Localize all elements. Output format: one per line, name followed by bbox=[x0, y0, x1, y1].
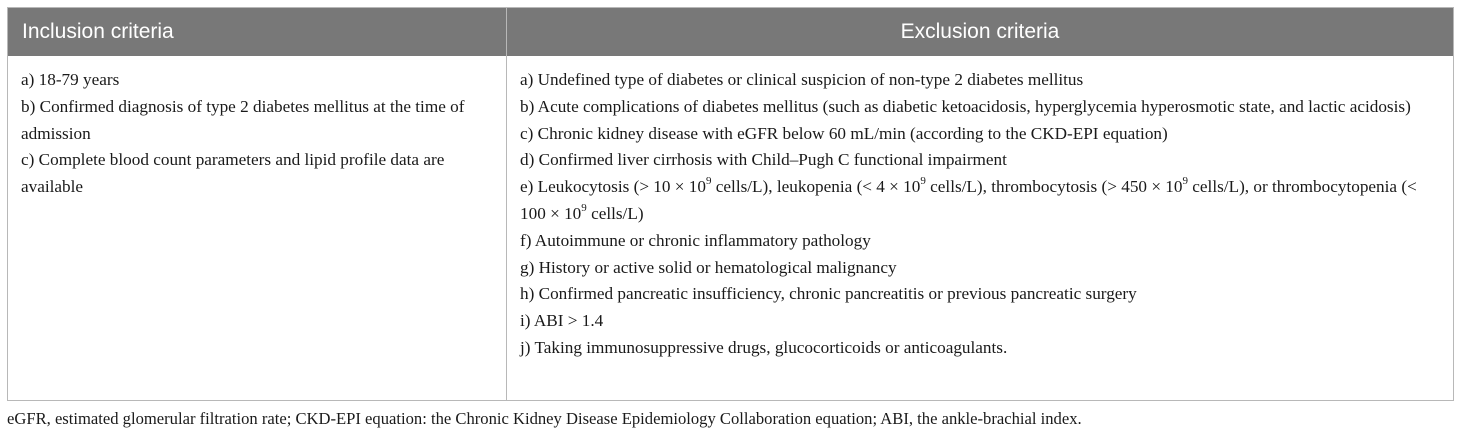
exclusion-e-exponent-2: 9 bbox=[920, 175, 926, 188]
inclusion-header: Inclusion criteria bbox=[8, 8, 507, 57]
exclusion-item-i: i) ABI > 1.4 bbox=[520, 311, 604, 331]
exclusion-e-exponent-4: 9 bbox=[581, 202, 587, 215]
inclusion-item-a: a) 18-79 years bbox=[21, 70, 120, 89]
exclusion-e-text-4: cells/L), or thrombocytopenia (< 100 × 10 bbox=[520, 177, 1417, 223]
exclusion-e-text-5: cells/L) bbox=[586, 203, 644, 223]
exclusion-item-e bbox=[520, 174, 1439, 228]
criteria-row bbox=[8, 56, 1454, 401]
inclusion-item-b: b) Confirmed diagnosis of type 2 diabetes mellitus at the time of admission bbox=[21, 96, 465, 143]
exclusion-e-exponent-3: 9 bbox=[1182, 175, 1188, 188]
exclusion-item-j: j) Taking immunosuppressive drugs, glucocorticoids or anticoagulants. bbox=[520, 337, 1008, 357]
exclusion-cell bbox=[507, 56, 1454, 401]
exclusion-item-d: d) Confirmed liver cirrhosis with Child–Pugh C functional impairment bbox=[520, 150, 1007, 170]
exclusion-item-f: f) Autoimmune or chronic inflammatory pathology bbox=[520, 230, 871, 250]
table-footnote: eGFR, estimated glomerular filtration rate; CKD-EPI equation: the Chronic Kidney Disease Epidemiology Collaboration equation; ABI, the ankle-brachial index. bbox=[7, 409, 1082, 428]
exclusion-item-c: c) Chronic kidney disease with eGFR below 60 mL/min (according to the CKD-EPI equation) bbox=[520, 123, 1168, 143]
exclusion-e-text-1: e) Leukocytosis (> 10 × 10 bbox=[520, 177, 706, 197]
inclusion-item-c: c) Complete blood count parameters and lipid profile data are available bbox=[21, 150, 445, 197]
exclusion-item-a: a) Undefined type of diabetes or clinical suspicion of non-type 2 diabetes mellitus bbox=[520, 70, 1084, 89]
exclusion-item-g: g) History or active solid or hematological malignancy bbox=[520, 257, 897, 277]
exclusion-e-text-2: cells/L), leukopenia (< 4 × 10 bbox=[711, 177, 921, 197]
inclusion-cell bbox=[8, 56, 507, 401]
exclusion-e-text-3: cells/L), thrombocytosis (> 450 × 10 bbox=[925, 177, 1183, 197]
exclusion-item-h: h) Confirmed pancreatic insufficiency, chronic pancreatitis or previous pancreatic surgery bbox=[520, 284, 1137, 304]
exclusion-header: Exclusion criteria bbox=[507, 8, 1454, 57]
header-row bbox=[8, 8, 1454, 57]
exclusion-e-exponent-1: 9 bbox=[705, 175, 712, 188]
exclusion-item-b: b) Acute complications of diabetes mellitus (such as diabetic ketoacidosis, hyperglycemia hyperosmotic state, and lactic acidosis) bbox=[520, 96, 1411, 116]
criteria-table bbox=[7, 7, 1454, 401]
